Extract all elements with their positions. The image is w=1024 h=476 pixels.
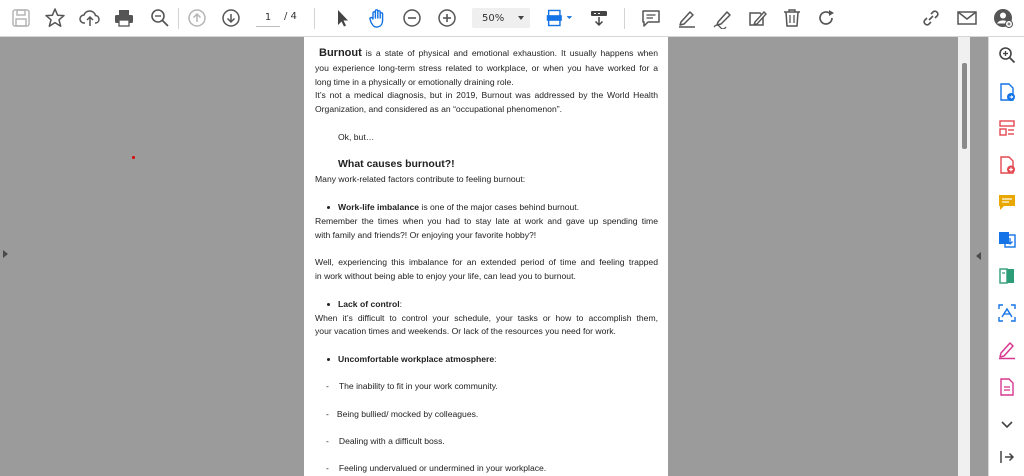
paragraph-line: Many work-related factors contribute to feeling burnout:: [315, 174, 526, 184]
tool-create-pdf-icon[interactable]: [995, 153, 1019, 177]
collapse-right-panel-icon[interactable]: [976, 252, 981, 260]
hand-tool-icon[interactable]: [365, 6, 391, 30]
paragraph-line: Remember the times when you had to stay late at work and gave up spending time: [315, 216, 658, 226]
paragraph-line: Well, experiencing this imbalance for an extended period of time and feeling trapped: [315, 257, 658, 267]
paragraph-line: long time in a physically or emotionally draining role.: [315, 77, 514, 87]
scroll-mode-icon[interactable]: [586, 6, 612, 30]
paragraph-line: It’s not a medical diagnosis, but in 2019, Burnout was addressed by the World Health: [315, 90, 658, 100]
scrollbar-thumb[interactable]: [962, 63, 967, 149]
tool-comment-icon[interactable]: [995, 190, 1019, 214]
total-pages: / 4: [284, 11, 297, 22]
comment-icon[interactable]: [638, 6, 664, 30]
paragraph-line: in work without being able to enjoy your life, can lead you to burnout.: [315, 271, 576, 281]
document-page: [304, 37, 668, 476]
bullet-item: Uncomfortable workplace atmosphere:: [327, 354, 658, 365]
ok-but-text: Ok, but…: [338, 132, 375, 142]
paragraph-line: Organization, and considered as an “occupational phenomenon”.: [315, 104, 562, 114]
zoom-level-value: 50%: [482, 12, 505, 24]
right-tools-panel: [988, 37, 1024, 476]
zoom-search-icon[interactable]: [147, 6, 173, 30]
highlight-pen-icon[interactable]: [674, 6, 700, 30]
paragraph-line: your vacation times and weekends. Or lack of the resources you need for work.: [315, 326, 616, 336]
tool-combine-files-icon[interactable]: [995, 227, 1019, 251]
expand-left-panel-icon[interactable]: [3, 250, 8, 258]
tool-fill-sign-icon[interactable]: [995, 338, 1019, 362]
bookmark-star-icon[interactable]: [42, 6, 68, 30]
email-icon[interactable]: [954, 6, 980, 30]
dash-item: - The inability to fit in your work community.: [326, 381, 498, 391]
paragraph-line: Burnout is a state of physical and emotional exhaustion. It usually happens when: [319, 47, 658, 59]
current-page-input[interactable]: [256, 9, 280, 27]
bullet-icon: [327, 303, 330, 306]
tool-search-icon[interactable]: [995, 43, 1019, 67]
tool-edit-pdf-icon[interactable]: [995, 375, 1019, 399]
tool-export-pdf-icon[interactable]: [995, 80, 1019, 104]
dash-item: - Dealing with a difficult boss.: [326, 436, 445, 446]
rotate-redo-icon[interactable]: [813, 6, 839, 30]
chevron-down-icon: [518, 16, 524, 20]
cloud-upload-icon[interactable]: [77, 6, 103, 30]
more-tools-chevron-down-icon[interactable]: [995, 412, 1019, 436]
page-fit-icon[interactable]: [542, 6, 576, 30]
dash-item: - Feeling undervalued or undermined in your workplace.: [326, 463, 547, 473]
toolbar-divider: [314, 8, 315, 29]
account-user-icon[interactable]: [990, 6, 1016, 30]
tool-organize-pages-icon[interactable]: [995, 116, 1019, 140]
paragraph-line: with family and friends?! Or enjoying your favorite hobby?!: [315, 230, 537, 240]
tool-scan-ocr-icon[interactable]: [995, 301, 1019, 325]
bullet-icon: [327, 206, 330, 209]
print-icon[interactable]: [111, 6, 137, 30]
save-icon[interactable]: [8, 6, 34, 30]
bullet-item: Lack of control:: [327, 299, 658, 310]
draw-freeform-icon[interactable]: [710, 6, 736, 30]
bullet-icon: [327, 358, 330, 361]
dash-item: - Being bullied/ mocked by colleagues.: [326, 409, 479, 419]
previous-page-icon[interactable]: [184, 6, 210, 30]
section-heading: What causes burnout?!: [338, 158, 455, 170]
tool-compare-files-icon[interactable]: [995, 264, 1019, 288]
top-toolbar: [0, 0, 1024, 37]
paragraph-line: you experience long-term stress related to workplace, or when you have worked for a: [315, 63, 658, 73]
burnout-word: Burnout: [319, 47, 362, 59]
next-page-icon[interactable]: [218, 6, 244, 30]
zoom-level-dropdown[interactable]: [472, 8, 530, 28]
bullet-item: Work-life imbalance is one of the major cases behind burnout.: [327, 202, 658, 213]
toolbar-divider: [178, 8, 179, 29]
select-cursor-icon[interactable]: [329, 6, 355, 30]
edit-text-icon[interactable]: [744, 6, 770, 30]
delete-trash-icon[interactable]: [779, 6, 805, 30]
cursor-dot: [132, 156, 135, 159]
zoom-out-icon[interactable]: [399, 6, 425, 30]
toolbar-divider: [624, 8, 625, 29]
paragraph-line: When it’s difficult to control your schedule, your tasks or how to accomplish them,: [315, 313, 658, 323]
collapse-panel-icon[interactable]: [995, 445, 1019, 469]
share-link-icon[interactable]: [918, 6, 944, 30]
zoom-in-icon[interactable]: [434, 6, 460, 30]
